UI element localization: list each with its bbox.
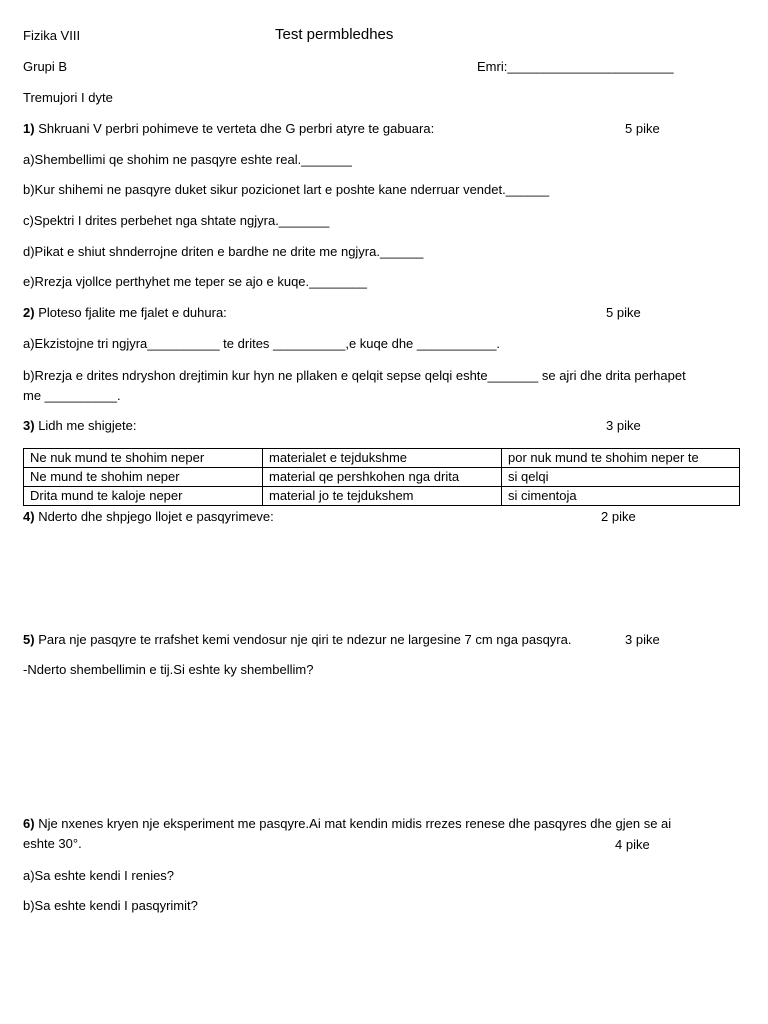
question-3-text: Lidh me shigjete: — [38, 418, 137, 433]
question-6-points: 4 pike — [615, 837, 650, 852]
question-4-points: 2 pike — [601, 509, 636, 524]
question-5 — [23, 632, 571, 648]
group-label: Grupi B — [23, 59, 68, 74]
question-3-number: 3) — [23, 418, 35, 433]
table-row — [24, 487, 740, 506]
term-label: Tremujori I dyte — [23, 90, 113, 105]
question-2-item-b-line-1: b)Rrezja e drites ndryshon drejtimin kur hyn ne pllaken e qelqit sepse qelqi eshte_______ se ajri dhe drita perhapet — [23, 368, 686, 383]
question-6-text-line-2: eshte 30°. — [23, 836, 82, 851]
question-5-points: 3 pike — [625, 632, 660, 647]
question-6-item-b: b)Sa eshte kendi I pasqyrimit? — [23, 898, 198, 913]
question-2-number: 2) — [23, 305, 35, 320]
table-cell: Ne nuk mund te shohim neper — [24, 449, 263, 468]
question-1-points: 5 pike — [625, 121, 660, 136]
question-3 — [23, 418, 136, 434]
question-1-item-d: d)Pikat e shiut shnderrojne driten e bardhe ne drite me ngjyra.______ — [23, 244, 424, 259]
question-2-points: 5 pike — [606, 305, 641, 320]
subject-label: Fizika VIII — [23, 28, 81, 43]
table-cell: materialet e tejdukshme — [263, 449, 502, 468]
question-6-item-a: a)Sa eshte kendi I renies? — [23, 868, 175, 883]
question-2-text: Ploteso fjalite me fjalet e duhura: — [38, 305, 227, 320]
question-4 — [23, 509, 274, 525]
question-2-item-a: a)Ekzistojne tri ngjyra__________ te drites __________,e kuqe dhe ___________. — [23, 336, 501, 351]
question-5-subtask: -Nderto shembellimin e tij.Si eshte ky shembellim? — [23, 662, 314, 677]
question-1 — [23, 121, 434, 137]
question-1-item-e: e)Rrezja vjollce perthyhet me teper se ajo e kuqe.________ — [23, 274, 367, 289]
table-cell: por nuk mund te shohim neper te — [502, 449, 740, 468]
question-4-text: Nderto dhe shpjego llojet e pasqyrimeve: — [38, 509, 274, 524]
table-cell: Drita mund te kaloje neper — [24, 487, 263, 506]
question-5-number: 5) — [23, 632, 35, 647]
table-cell: si cimentoja — [502, 487, 740, 506]
matching-table — [23, 448, 740, 506]
question-1-item-a: a)Shembellimi qe shohim ne pasqyre eshte real._______ — [23, 152, 352, 167]
table-row — [24, 468, 740, 487]
question-5-text: Para nje pasqyre te rrafshet kemi vendosur nje qiri te ndezur ne largesine 7 cm nga pasqyra. — [38, 632, 572, 647]
question-2-item-b-line-2: me __________. — [23, 388, 121, 403]
question-6-text-line-1: Nje nxenes kryen nje eksperiment me pasqyre.Ai mat kendin midis rrezes renese dhe pasqyres dhe gjen se ai — [38, 816, 672, 831]
question-6-number: 6) — [23, 816, 35, 831]
question-1-item-c: c)Spektri I drites perbehet nga shtate ngjyra._______ — [23, 213, 330, 228]
question-3-points: 3 pike — [606, 418, 641, 433]
question-2 — [23, 305, 227, 321]
question-6 — [23, 816, 671, 832]
table-cell: material jo te tejdukshem — [263, 487, 502, 506]
table-cell: Ne mund te shohim neper — [24, 468, 263, 487]
table-cell: material qe pershkohen nga drita — [263, 468, 502, 487]
question-1-number: 1) — [23, 121, 35, 136]
question-1-item-b: b)Kur shihemi ne pasqyre duket sikur pozicionet lart e poshte kane nderruar vendet.______ — [23, 182, 550, 197]
name-field-label: Emri:_______________________ — [477, 59, 674, 74]
table-cell: si qelqi — [502, 468, 740, 487]
table-row — [24, 449, 740, 468]
question-4-number: 4) — [23, 509, 35, 524]
page-title: Test permbledhes — [275, 26, 394, 43]
question-1-text: Shkruani V perbri pohimeve te verteta dhe G perbri atyre te gabuara: — [38, 121, 435, 136]
